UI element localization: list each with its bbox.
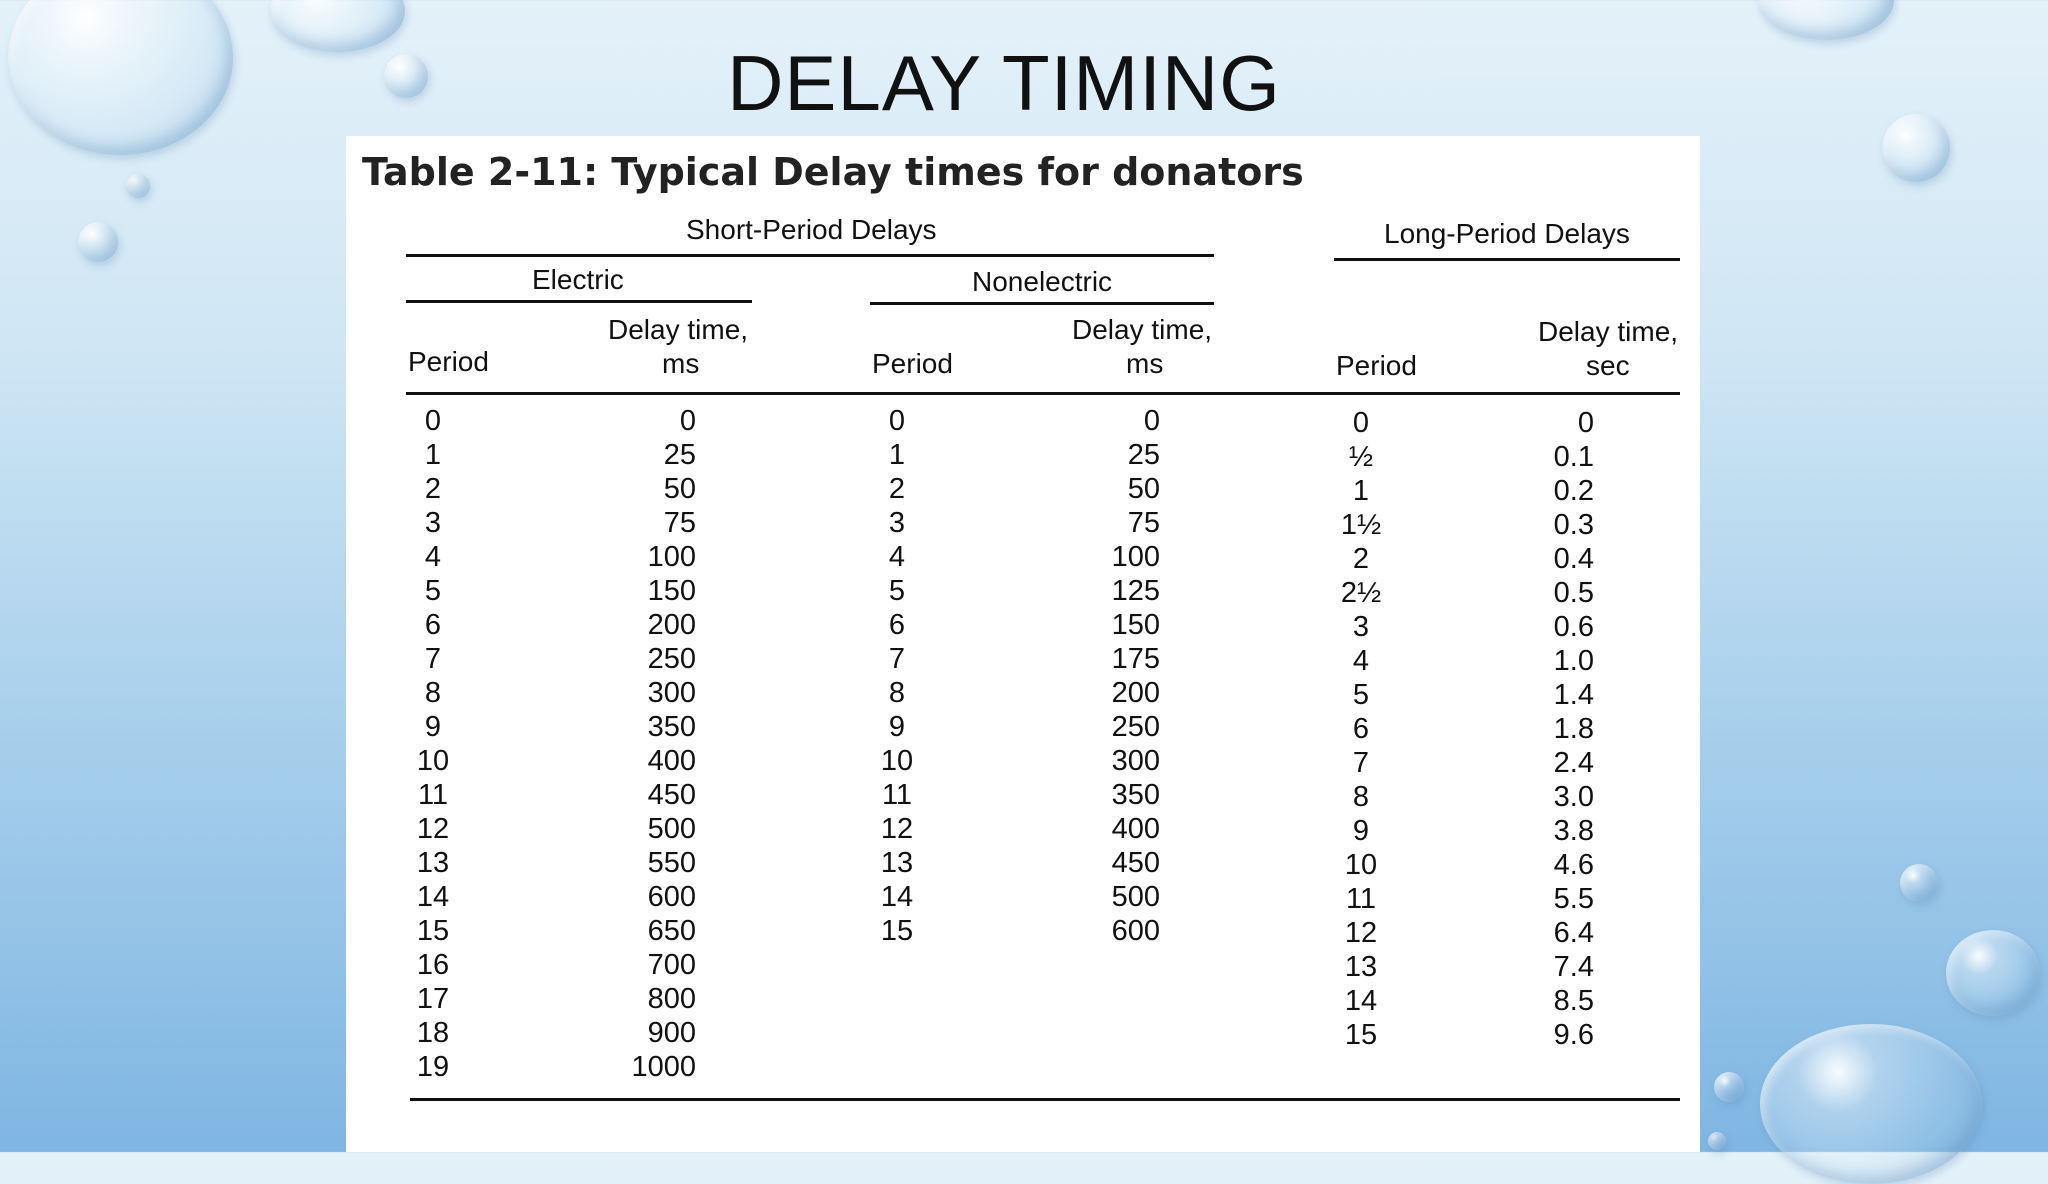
table-cell-delay: 600 (1111, 915, 1160, 947)
table-cell-delay: 650 (647, 915, 696, 947)
table-cell-period: ½ (1348, 441, 1374, 473)
table-cell-period: 18 (416, 1017, 450, 1049)
table-cell-period: 6 (424, 609, 442, 641)
table-cell-period: 8 (1352, 781, 1370, 813)
table-cell-period: 14 (880, 881, 914, 913)
table-cell-delay: 1000 (631, 1051, 696, 1083)
table-cell-period: 4 (1352, 645, 1370, 677)
table-cell-delay: 5.5 (1553, 883, 1594, 915)
table-cell-period: 14 (416, 881, 450, 913)
table-cell-delay: 300 (647, 677, 696, 709)
delay-table-image (346, 136, 1700, 1152)
table-cell-period: 2 (1352, 543, 1370, 575)
electric-period-header: Period (408, 346, 489, 377)
table-cell-period: 7 (424, 643, 442, 675)
long-period-period-header: Period (1336, 350, 1417, 381)
table-cell-period: 8 (424, 677, 442, 709)
table-cell-delay: 1.8 (1553, 713, 1594, 745)
table-cell-period: 11 (417, 779, 449, 811)
electric-rule (406, 300, 752, 303)
table-cell-delay: 250 (647, 643, 696, 675)
table-cell-period: 2½ (1340, 577, 1382, 609)
table-cell-delay: 900 (647, 1017, 696, 1049)
water-drop-decoration (1708, 1132, 1726, 1150)
water-drop-decoration (1946, 930, 2040, 1016)
nonelectric-delay-header: Delay time, (1072, 314, 1213, 345)
table-bottom-rule (410, 1098, 1680, 1101)
table-cell-delay: 1.0 (1553, 645, 1594, 677)
table-cell-delay: 450 (1111, 847, 1160, 879)
water-drop-decoration (126, 174, 150, 198)
table-cell-period: 5 (888, 575, 906, 607)
table-cell-period: 0 (888, 405, 906, 437)
table-cell-delay: 100 (1111, 541, 1160, 573)
table-cell-period: 2 (424, 473, 442, 505)
table-cell-delay: 125 (1111, 575, 1160, 607)
table-cell-delay: 25 (663, 439, 696, 471)
table-cell-delay: 0 (1577, 407, 1594, 439)
table-cell-delay: 0 (679, 405, 696, 437)
table-cell-period: 10 (1344, 849, 1378, 881)
table-cell-period: 0 (424, 405, 442, 437)
table-cell-period: 10 (880, 745, 914, 777)
table-cell-delay: 200 (647, 609, 696, 641)
table-cell-period: 13 (1344, 951, 1378, 983)
table-cell-delay: 0.6 (1553, 611, 1594, 643)
table-cell-period: 0 (1352, 407, 1370, 439)
table-cell-delay: 350 (1111, 779, 1160, 811)
table-cell-delay: 75 (1127, 507, 1160, 539)
table-cell-period: 2 (888, 473, 906, 505)
table-cell-delay: 150 (1111, 609, 1160, 641)
nonelectric-period-column (872, 404, 922, 948)
table-cell-period: 15 (1344, 1019, 1378, 1051)
header-bottom-rule (406, 392, 1680, 395)
table-cell-delay: 9.6 (1553, 1019, 1594, 1051)
table-cell-period: 12 (416, 813, 450, 845)
long-period-header: Long-Period Delays (1384, 218, 1630, 249)
table-cell-delay: 400 (647, 745, 696, 777)
water-drop-decoration (1900, 864, 1938, 902)
table-cell-period: 4 (888, 541, 906, 573)
table-cell-period: 1½ (1340, 509, 1382, 541)
table-cell-period: 9 (424, 711, 442, 743)
table-cell-delay: 400 (1111, 813, 1160, 845)
water-drop-decoration (1714, 1072, 1744, 1102)
water-drop-decoration (1760, 1024, 1982, 1184)
table-cell-delay: 500 (1111, 881, 1160, 913)
slide-title: DELAY TIMING (727, 39, 1281, 127)
electric-delay-header: Delay time, (608, 314, 749, 345)
electric-delay-column (596, 404, 696, 1084)
electric-delay-unit: ms (662, 348, 700, 379)
table-cell-delay: 600 (647, 881, 696, 913)
table-cell-period: 12 (880, 813, 914, 845)
nonelectric-header: Nonelectric (972, 266, 1113, 297)
table-cell-period: 3 (424, 507, 442, 539)
long-period-period-column (1336, 406, 1386, 1052)
table-cell-period: 11 (881, 779, 913, 811)
nonelectric-rule (870, 302, 1214, 305)
table-cell-period: 11 (1345, 883, 1377, 915)
long-period-rule (1334, 258, 1680, 261)
table-cell-period: 13 (416, 847, 450, 879)
short-period-rule (406, 254, 1214, 257)
table-cell-delay: 6.4 (1553, 917, 1594, 949)
electric-header: Electric (532, 264, 624, 295)
table-cell-delay: 50 (1127, 473, 1160, 505)
table-cell-delay: 500 (647, 813, 696, 845)
table-cell-period: 12 (1344, 917, 1378, 949)
table-cell-period: 9 (1352, 815, 1370, 847)
table-cell-period: 10 (416, 745, 450, 777)
water-drop-decoration (78, 222, 118, 262)
table-cell-period: 7 (888, 643, 906, 675)
table-cell-delay: 0.3 (1553, 509, 1594, 541)
table-cell-delay: 7.4 (1553, 951, 1594, 983)
table-cell-delay: 0.1 (1553, 441, 1594, 473)
table-cell-period: 1 (888, 439, 906, 471)
table-cell-delay: 800 (647, 983, 696, 1015)
table-cell-period: 13 (880, 847, 914, 879)
table-cell-period: 17 (416, 983, 450, 1015)
table-cell-delay: 4.6 (1553, 849, 1594, 881)
table-cell-delay: 100 (647, 541, 696, 573)
table-cell-period: 8 (888, 677, 906, 709)
table-cell-delay: 3.8 (1553, 815, 1594, 847)
table-caption: Table 2-11: Typical Delay times for donators (362, 150, 1304, 194)
table-cell-period: 1 (424, 439, 442, 471)
short-period-header: Short-Period Delays (686, 214, 937, 245)
long-period-delay-unit: sec (1586, 350, 1630, 381)
table-cell-period: 16 (416, 949, 450, 981)
table-cell-delay: 3.0 (1553, 781, 1594, 813)
table-cell-period: 7 (1352, 747, 1370, 779)
nonelectric-period-header: Period (872, 348, 953, 379)
long-period-delay-column (1494, 406, 1594, 1052)
table-cell-period: 19 (416, 1051, 450, 1083)
table-cell-delay: 350 (647, 711, 696, 743)
water-drop-decoration (1758, 0, 1894, 40)
table-cell-period: 15 (416, 915, 450, 947)
table-cell-period: 6 (888, 609, 906, 641)
table-cell-delay: 0.5 (1553, 577, 1594, 609)
table-cell-delay: 75 (663, 507, 696, 539)
table-cell-delay: 450 (647, 779, 696, 811)
table-cell-period: 6 (1352, 713, 1370, 745)
table-cell-delay: 175 (1111, 643, 1160, 675)
table-cell-delay: 1.4 (1553, 679, 1594, 711)
long-period-delay-header: Delay time, (1538, 316, 1679, 347)
table-cell-period: 5 (1352, 679, 1370, 711)
table-cell-delay: 550 (647, 847, 696, 879)
nonelectric-delay-unit: ms (1126, 348, 1164, 379)
nonelectric-delay-column (1060, 404, 1160, 948)
table-cell-period: 9 (888, 711, 906, 743)
table-cell-period: 4 (424, 541, 442, 573)
table-cell-delay: 0.2 (1553, 475, 1594, 507)
table-cell-delay: 150 (647, 575, 696, 607)
table-cell-delay: 250 (1111, 711, 1160, 743)
table-cell-delay: 25 (1127, 439, 1160, 471)
table-cell-period: 3 (888, 507, 906, 539)
table-cell-delay: 8.5 (1553, 985, 1594, 1017)
table-cell-period: 15 (880, 915, 914, 947)
table-cell-delay: 0.4 (1553, 543, 1594, 575)
table-cell-delay: 700 (647, 949, 696, 981)
table-cell-delay: 2.4 (1553, 747, 1594, 779)
electric-period-column (408, 404, 458, 1084)
table-cell-period: 14 (1344, 985, 1378, 1017)
table-cell-period: 3 (1352, 611, 1370, 643)
table-cell-delay: 0 (1143, 405, 1160, 437)
table-cell-period: 5 (424, 575, 442, 607)
table-cell-delay: 50 (663, 473, 696, 505)
table-cell-delay: 200 (1111, 677, 1160, 709)
table-cell-delay: 300 (1111, 745, 1160, 777)
table-cell-period: 1 (1352, 475, 1370, 507)
